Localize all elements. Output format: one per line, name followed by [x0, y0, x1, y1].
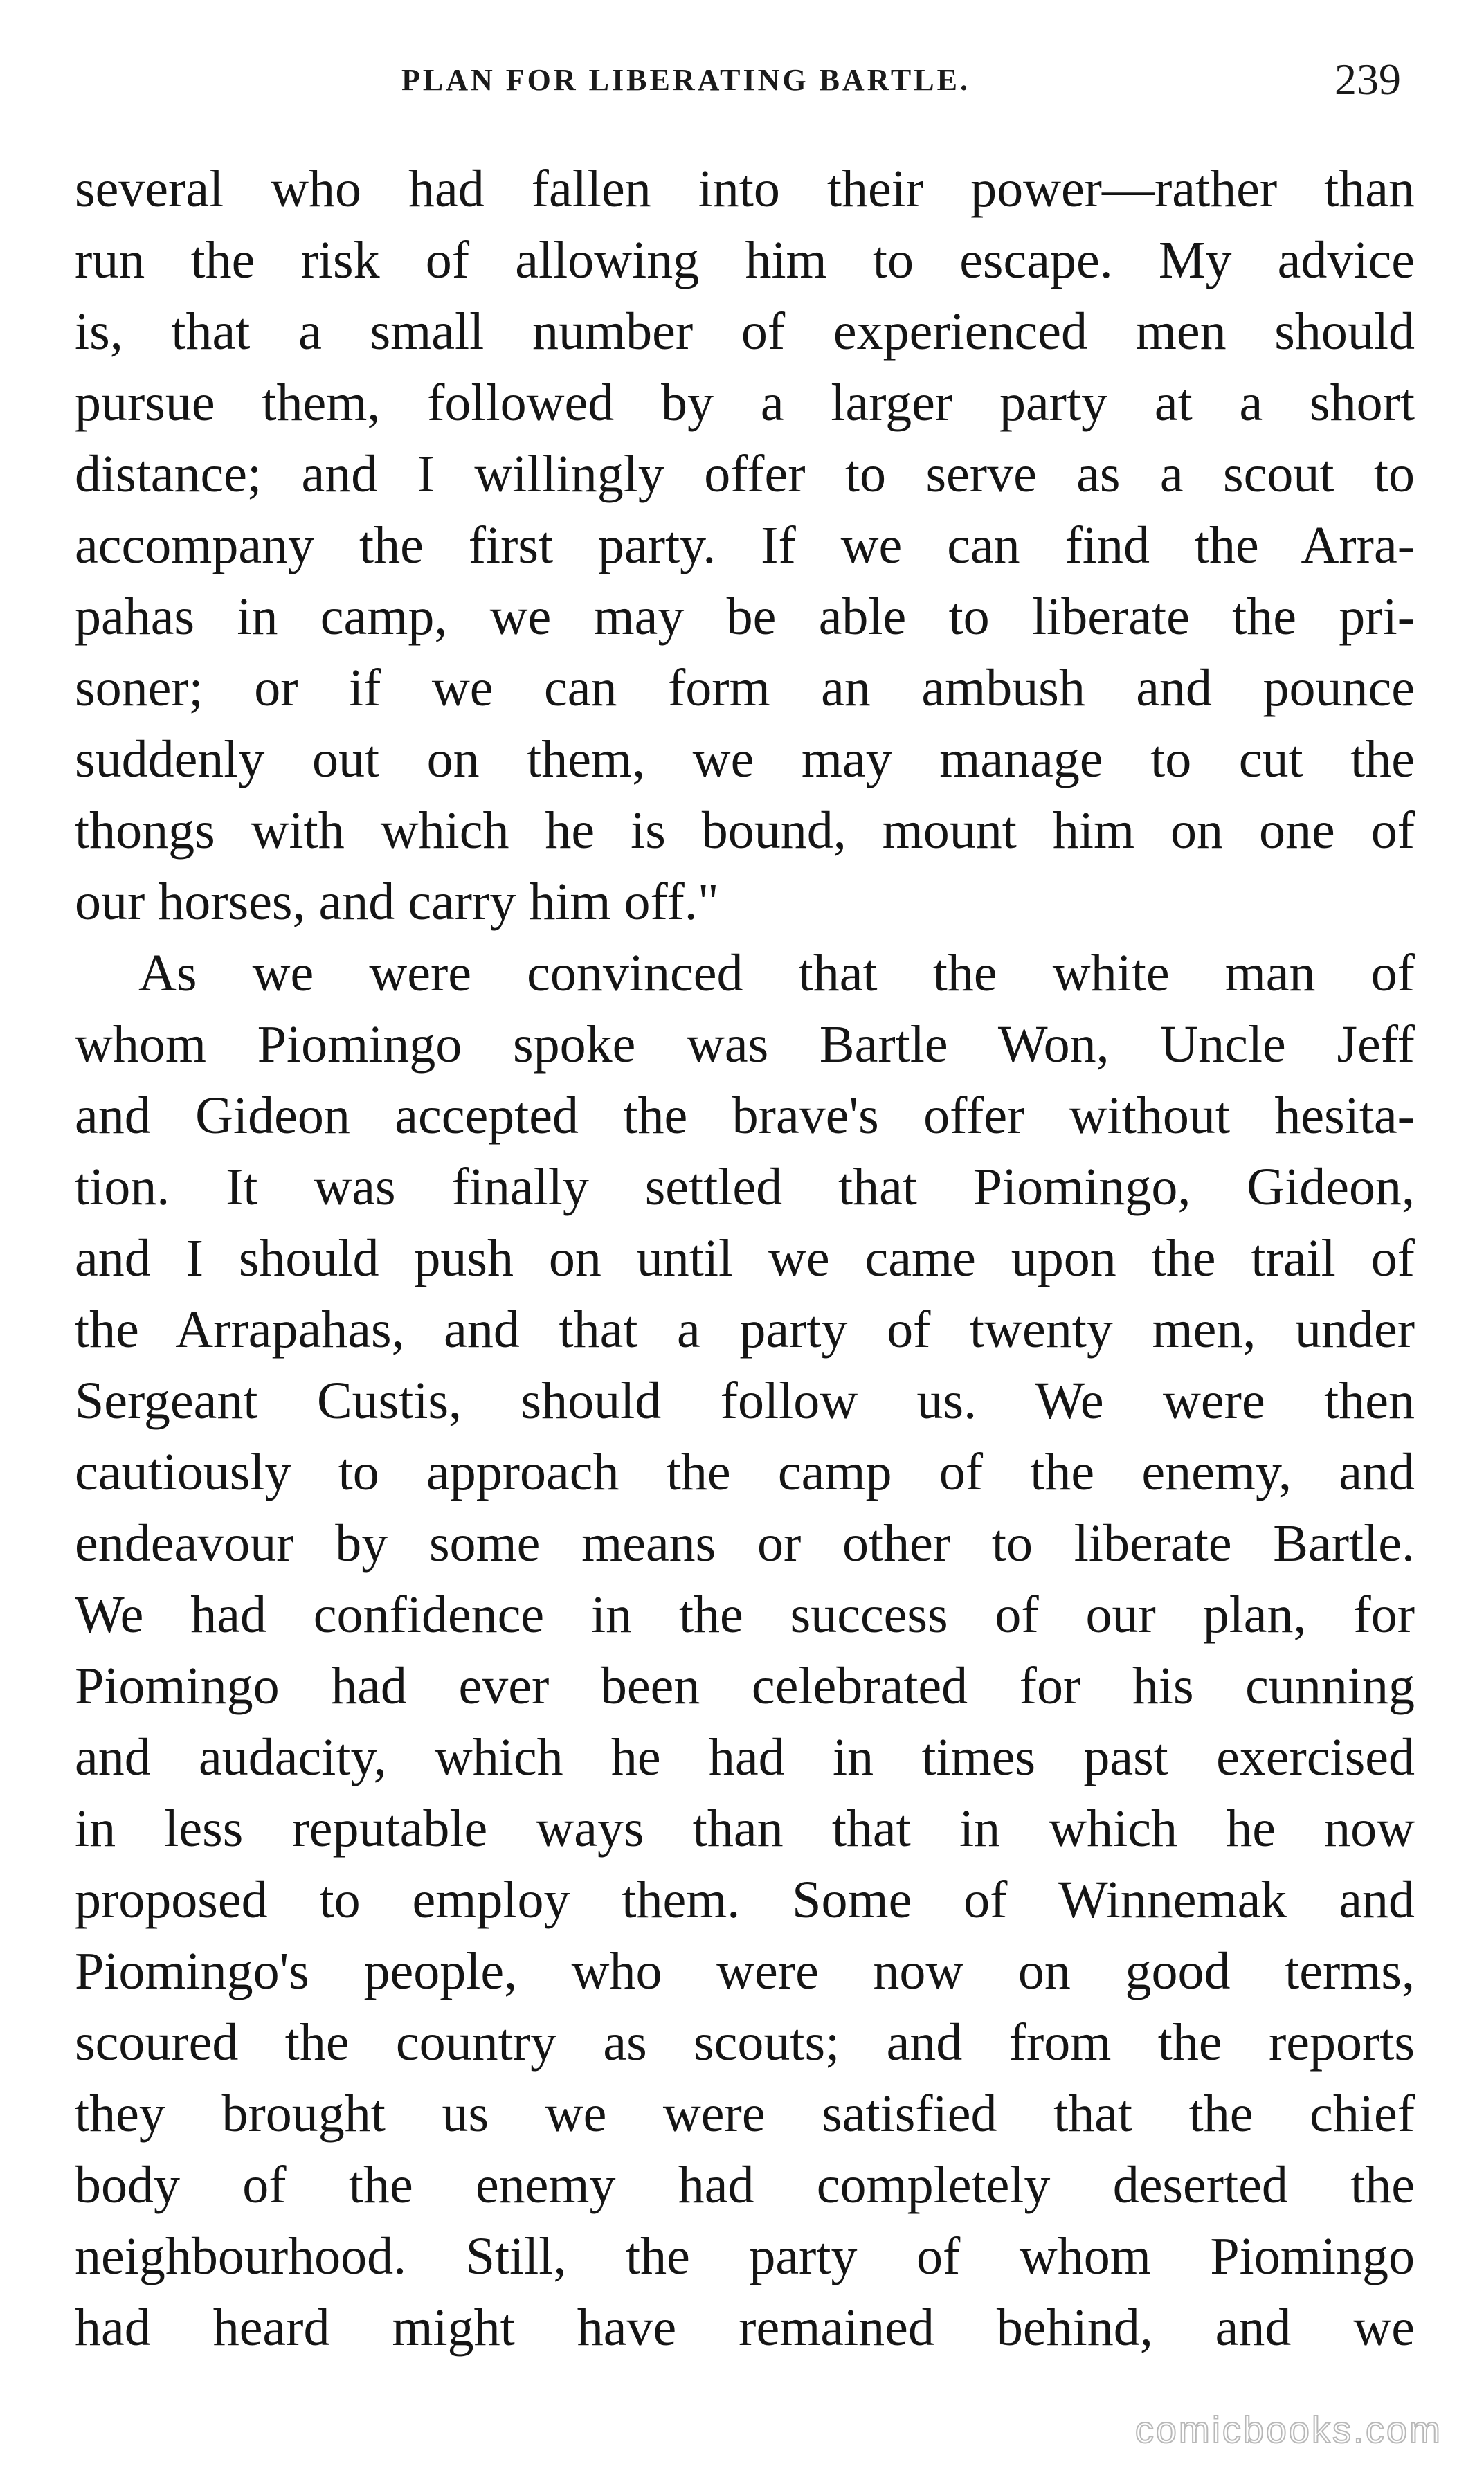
text-line: and audacity, which he had in times past exercised [75, 1728, 1415, 1786]
text-line: they brought us we were satisfied that the chief [75, 2085, 1415, 2143]
text-line: distance; and I willingly offer to serve as a scout to [75, 445, 1415, 503]
text-line: Piomingo had ever been celebrated for his cunning [75, 1657, 1415, 1715]
body-text [75, 154, 1415, 2364]
text-line: accompany the first party. If we can find the Arra- [75, 516, 1415, 574]
text-line: in less reputable ways than that in which he now [75, 1800, 1415, 1858]
text-line: run the risk of allowing him to escape. My advice [75, 231, 1415, 289]
text-line: scoured the country as scouts; and from the reports [75, 2013, 1415, 2072]
text-line: Piomingo's people, who were now on good terms, [75, 1942, 1415, 2000]
text-line: the Arrapahas, and that a party of twenty men, under [75, 1301, 1415, 1359]
text-line: soner; or if we can form an ambush and pounce [75, 659, 1415, 717]
text-line: pahas in camp, we may be able to liberate the pri- [75, 588, 1415, 646]
text-line: body of the enemy had completely deserted the [75, 2156, 1415, 2214]
text-line: our horses, and carry him off." [75, 873, 719, 931]
page-number: 239 [1334, 55, 1401, 104]
text-line: suddenly out on them, we may manage to cut the [75, 730, 1415, 788]
text-line: thongs with which he is bound, mount him on one of [75, 801, 1415, 860]
watermark: comicbooks.com [1134, 2409, 1442, 2451]
text-line: We had confidence in the success of our plan, for [75, 1586, 1415, 1644]
text-line: tion. It was finally settled that Piomingo, Gideon, [75, 1158, 1415, 1216]
text-line: neighbourhood. Still, the party of whom Piomingo [75, 2227, 1415, 2285]
text-line: Sergeant Custis, should follow us. We were then [75, 1372, 1415, 1430]
text-line: whom Piomingo spoke was Bartle Won, Uncle Jeff [75, 1015, 1415, 1074]
text-line: endeavour by some means or other to liberate Bartle. [75, 1514, 1415, 1573]
text-line: and I should push on until we came upon the trail of [75, 1229, 1415, 1287]
text-line: proposed to employ them. Some of Winnemak and [75, 1871, 1415, 1929]
text-line: cautiously to approach the camp of the enemy, and [75, 1443, 1415, 1501]
text-line: several who had fallen into their power—rather than [75, 160, 1415, 218]
text-line: and Gideon accepted the brave's offer without hesita- [75, 1087, 1415, 1145]
page-header [76, 48, 1408, 125]
text-line: had heard might have remained behind, and we [75, 2299, 1415, 2357]
running-head: PLAN FOR LIBERATING BARTLE. [401, 63, 970, 97]
text-line: is, that a small number of experienced men should [75, 302, 1415, 361]
paragraph-first-line: As we were convinced that the white man of [138, 944, 1415, 1002]
text-line: pursue them, followed by a larger party at a short [75, 374, 1415, 432]
